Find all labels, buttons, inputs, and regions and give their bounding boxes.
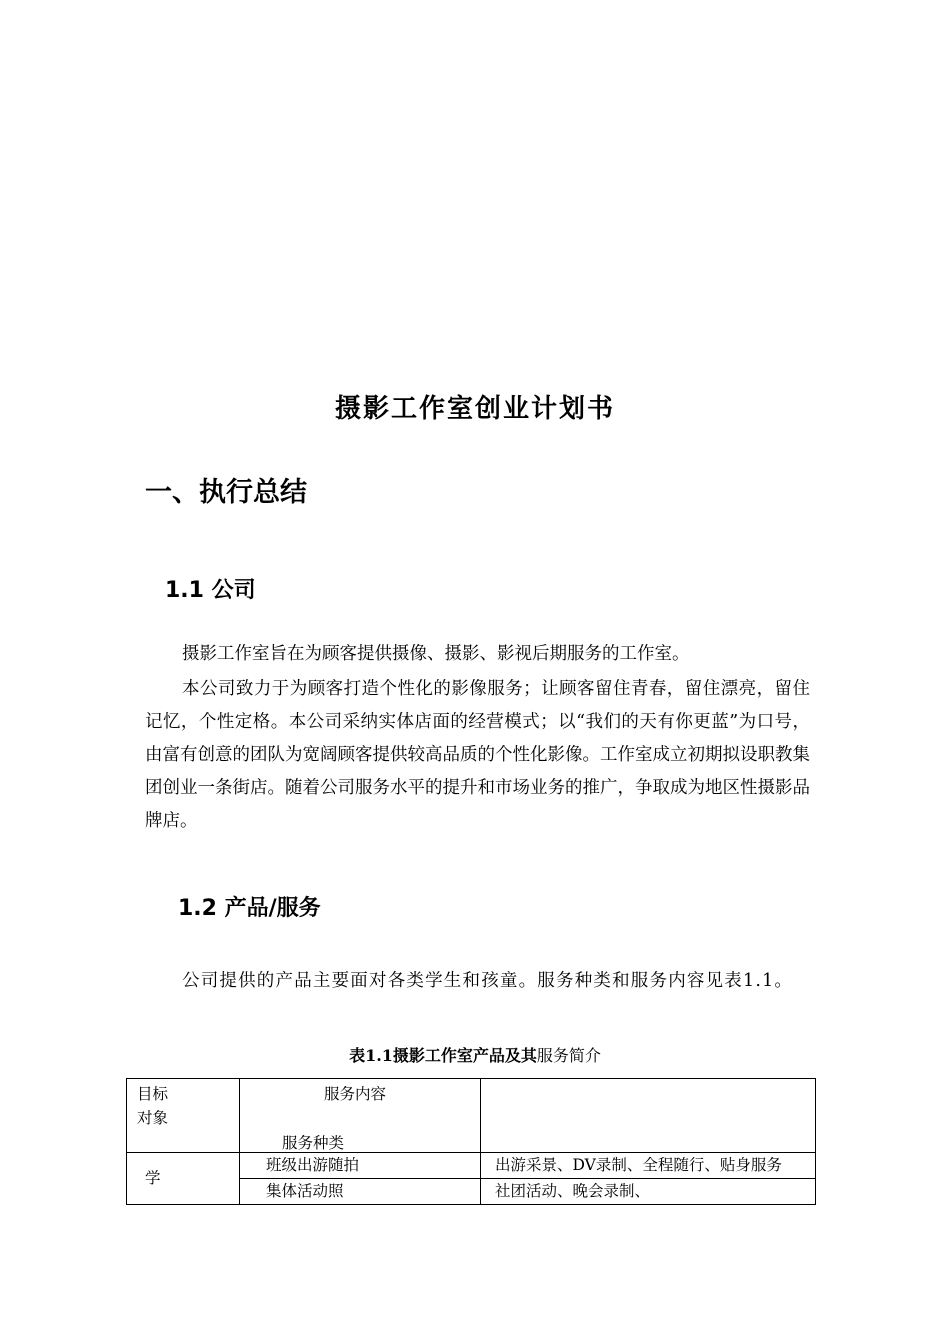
header-cell-target	[127, 1079, 240, 1153]
company-paragraph-1: 摄影工作室旨在为顾客提供摄像、摄影、影视后期服务的工作室。	[182, 644, 690, 664]
service-kind-cell: 班级出游随拍	[240, 1153, 481, 1179]
table-caption-bold: 表1.1摄影工作室产品及其	[349, 1046, 537, 1065]
service-kind-cell: 集体活动照	[240, 1179, 481, 1205]
table-caption-rest: 服务简介	[536, 1046, 601, 1065]
table-header-row	[127, 1079, 816, 1153]
document-title: 摄影工作室创业计划书	[334, 394, 615, 424]
subsection-heading-company: 1.1 公司	[165, 578, 256, 603]
subsection-heading-products: 1.2 产品/服务	[178, 896, 321, 921]
table-caption	[0, 1043, 950, 1066]
header-content-label: 服务内容	[324, 1085, 387, 1103]
group-label-cell: 学	[127, 1153, 240, 1205]
table-row	[127, 1153, 816, 1179]
products-table	[126, 1078, 816, 1205]
service-content-cell: 出游采景、DV录制、全程随行、贴身服务	[481, 1153, 816, 1179]
section-heading-executive-summary: 一、执行总结	[145, 477, 307, 508]
header-kind-label: 服务种类	[282, 1134, 345, 1152]
products-paragraph: 公司提供的产品主要面对各类学生和孩童。服务种类和服务内容见表1.1。	[182, 971, 794, 991]
company-paragraph-2: 本公司致力于为顾客打造个性化的影像服务；让顾客留住青春，留住漂亮，留住记忆，个性定格。本公司采纳实体店面的经营模式；以“我们的天有你更蓝”为口号，由富有创意的团队为宽阔顾客提供较高品质的个性化影像。工作室成立初期拟设职教集团创业一条街店。随着公司服务水平的提升和市场业务的推广，争取成为地区性摄影品牌店。	[145, 679, 810, 831]
header-cell-diagonal	[240, 1079, 481, 1153]
header-target-label: 目标对象	[137, 1085, 169, 1127]
service-content-cell: 社团活动、晚会录制、	[481, 1179, 816, 1205]
header-cell-empty	[481, 1079, 816, 1153]
